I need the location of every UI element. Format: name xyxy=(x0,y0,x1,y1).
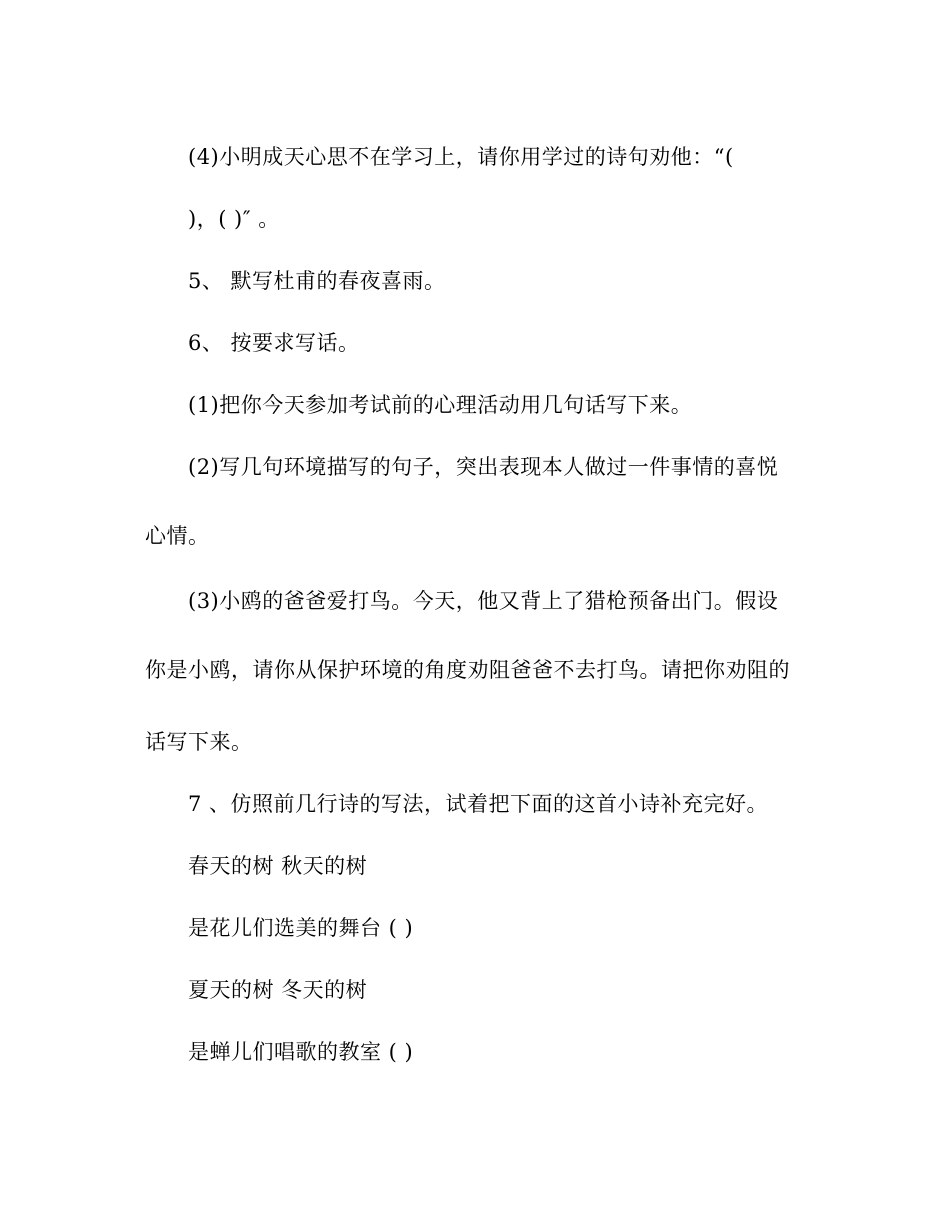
question-6-part-3-continuation-1: 你是小鸥，请你从保护环境的角度劝阻爸爸不去打鸟。请把你劝阻的 xyxy=(145,658,790,682)
question-6-part-2: (2)写几句环境描写的句子，突出表现本人做过一件事情的喜悦 xyxy=(188,455,779,479)
question-4-part-4-continuation: )，( )″ 。 xyxy=(188,207,280,231)
question-5: 5、 默写杜甫的春夜喜雨。 xyxy=(188,269,446,293)
poem-line-1: 春天的树 秋天的树 xyxy=(188,854,368,878)
question-4-part-4: (4)小明成天心思不在学习上，请你用学过的诗句劝他：“( xyxy=(188,145,734,169)
question-7: 7 、仿照前几行诗的写法，试着把下面的这首小诗补充完好。 xyxy=(188,792,769,816)
question-6: 6、 按要求写话。 xyxy=(188,331,360,355)
question-6-part-3: (3)小鸥的爸爸爱打鸟。今天，他又背上了猎枪预备出门。假设 xyxy=(188,589,779,613)
question-6-part-2-continuation: 心情。 xyxy=(145,524,210,548)
poem-line-3: 夏天的树 冬天的树 xyxy=(188,978,368,1002)
poem-line-2: 是花儿们选美的舞台 ( ) xyxy=(188,916,414,940)
question-6-part-3-continuation-2: 话写下来。 xyxy=(145,730,253,754)
poem-line-4: 是蝉儿们唱歌的教室 ( ) xyxy=(188,1040,414,1064)
question-6-part-1: (1)把你今天参加考试前的心理活动用几句话写下来。 xyxy=(188,393,693,417)
